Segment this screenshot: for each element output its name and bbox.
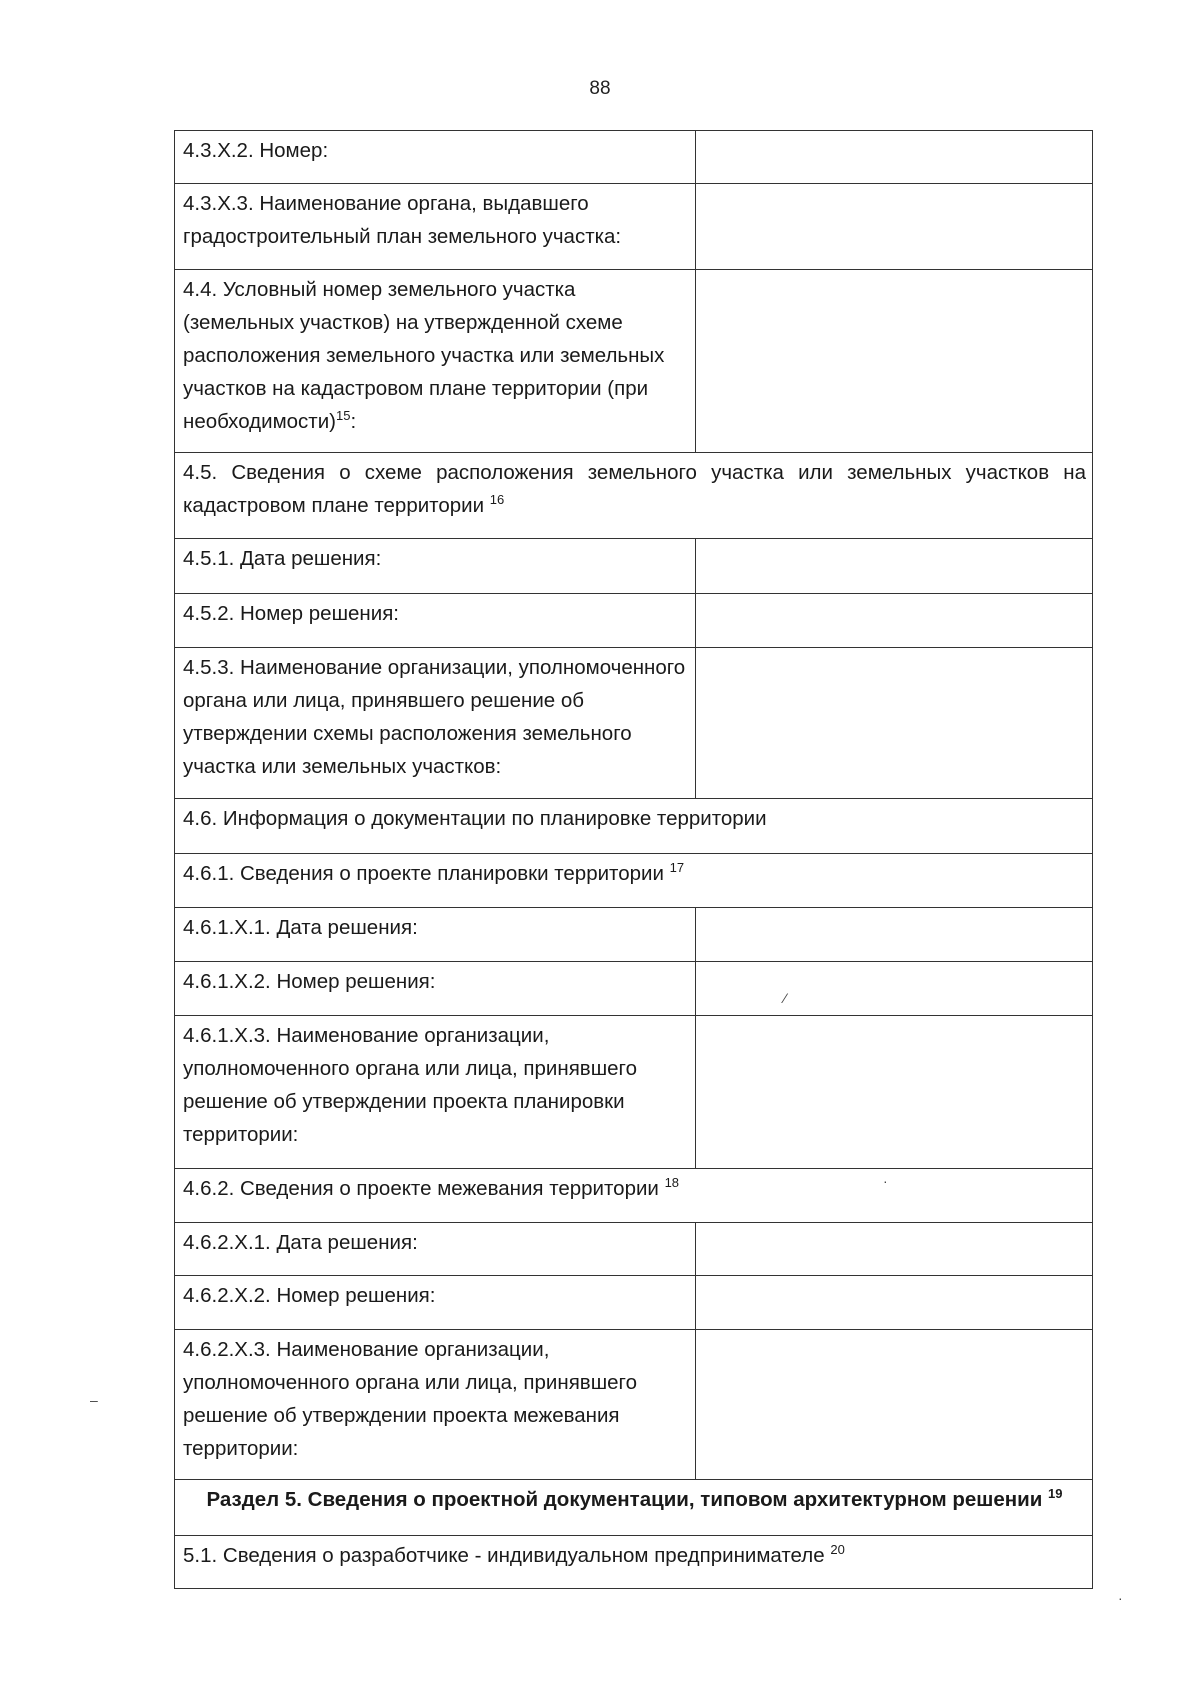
row-value[interactable] <box>696 270 1093 453</box>
table-row <box>175 1276 1093 1330</box>
table-row <box>175 1016 1093 1169</box>
row-label-text: 4.6.2. Сведения о проекте межевания территории <box>183 1177 659 1200</box>
row-value[interactable] <box>696 594 1093 648</box>
footnote-ref: 18 <box>664 1175 680 1191</box>
scan-speck: ⁄ <box>784 990 787 1006</box>
table-row <box>175 1223 1093 1276</box>
row-value[interactable] <box>696 908 1093 962</box>
table-row <box>175 799 1093 854</box>
row-label: 4.6.2.Х.2. Номер решения: <box>175 1276 696 1330</box>
section-row-label <box>175 854 1093 908</box>
row-value[interactable] <box>696 131 1093 184</box>
row-label: 4.5.3. Наименование организации, уполномоченного органа или лица, принявшего решение об утверждении схемы расположения земельного участка или земельных участков: <box>175 648 696 799</box>
table-row <box>175 594 1093 648</box>
table-row <box>175 908 1093 962</box>
footnote-ref: 15 <box>335 408 351 424</box>
row-value[interactable] <box>696 1016 1093 1169</box>
row-label: 4.3.Х.3. Наименование органа, выдавшего градостроительный план земельного участка: <box>175 184 696 270</box>
table-row <box>175 539 1093 594</box>
form-table <box>174 130 1093 1589</box>
table-row <box>175 962 1093 1016</box>
row-label: 4.5.1. Дата решения: <box>175 539 696 594</box>
footnote-ref: 16 <box>489 492 505 508</box>
row-label: 4.5.2. Номер решения: <box>175 594 696 648</box>
row-value[interactable] <box>696 648 1093 799</box>
scan-speck: · <box>1118 1590 1123 1606</box>
row-label-text: 4.6.1. Сведения о проекте планировки территории <box>183 862 664 885</box>
row-value[interactable] <box>696 184 1093 270</box>
row-value[interactable] <box>696 1223 1093 1276</box>
scan-speck: – <box>90 1392 98 1408</box>
row-label: 4.6.1.Х.1. Дата решения: <box>175 908 696 962</box>
table-row <box>175 854 1093 908</box>
section-heading <box>175 1480 1093 1536</box>
row-value[interactable] <box>696 1276 1093 1330</box>
row-label-text: 4.4. Условный номер земельного участка (земельных участков) на утвержденной схеме расположения земельного участка или земельных участков на кадастровом плане территории (при необходимости) <box>183 278 665 433</box>
row-label: 4.6.2.Х.1. Дата решения: <box>175 1223 696 1276</box>
row-label-suffix: : <box>350 410 357 433</box>
table-row <box>175 453 1093 539</box>
table-row <box>175 1169 1093 1223</box>
row-value[interactable] <box>696 539 1093 594</box>
scan-speck: · <box>883 1173 888 1189</box>
row-value[interactable] <box>696 1330 1093 1480</box>
table-row <box>175 131 1093 184</box>
section-row-label <box>175 1169 1093 1223</box>
table-row <box>175 648 1093 799</box>
row-label: 4.3.Х.2. Номер: <box>175 131 696 184</box>
row-label-text: 4.5. Сведения о схеме расположения земельного участка или земельных участков на кадастровом плане территории <box>183 461 1086 517</box>
section-heading-text: Раздел 5. Сведения о проектной документации, типовом архитектурном решении <box>206 1488 1043 1511</box>
footnote-ref: 17 <box>669 860 685 876</box>
footnote-ref: 19 <box>1048 1486 1063 1502</box>
section-row-label <box>175 1536 1093 1589</box>
section-row-label: 4.6. Информация о документации по планировке территории <box>175 799 1093 854</box>
row-label: 4.6.1.Х.3. Наименование организации, уполномоченного органа или лица, принявшего решение об утверждении проекта планировки территории: <box>175 1016 696 1169</box>
table-row <box>175 270 1093 453</box>
footnote-ref: 20 <box>830 1542 845 1558</box>
table-row <box>175 1330 1093 1480</box>
table-row <box>175 1480 1093 1536</box>
row-label <box>175 270 696 453</box>
row-value[interactable] <box>696 962 1093 1016</box>
table-row <box>175 184 1093 270</box>
table-row <box>175 1536 1093 1589</box>
row-label: 4.6.2.Х.3. Наименование организации, уполномоченного органа или лица, принявшего решение об утверждении проекта межевания территории: <box>175 1330 696 1480</box>
page-number: 88 <box>589 78 611 99</box>
section-row-label <box>175 453 1093 539</box>
row-label: 4.6.1.Х.2. Номер решения: <box>175 962 696 1016</box>
row-label-text: 5.1. Сведения о разработчике - индивидуальном предпринимателе <box>183 1544 825 1567</box>
